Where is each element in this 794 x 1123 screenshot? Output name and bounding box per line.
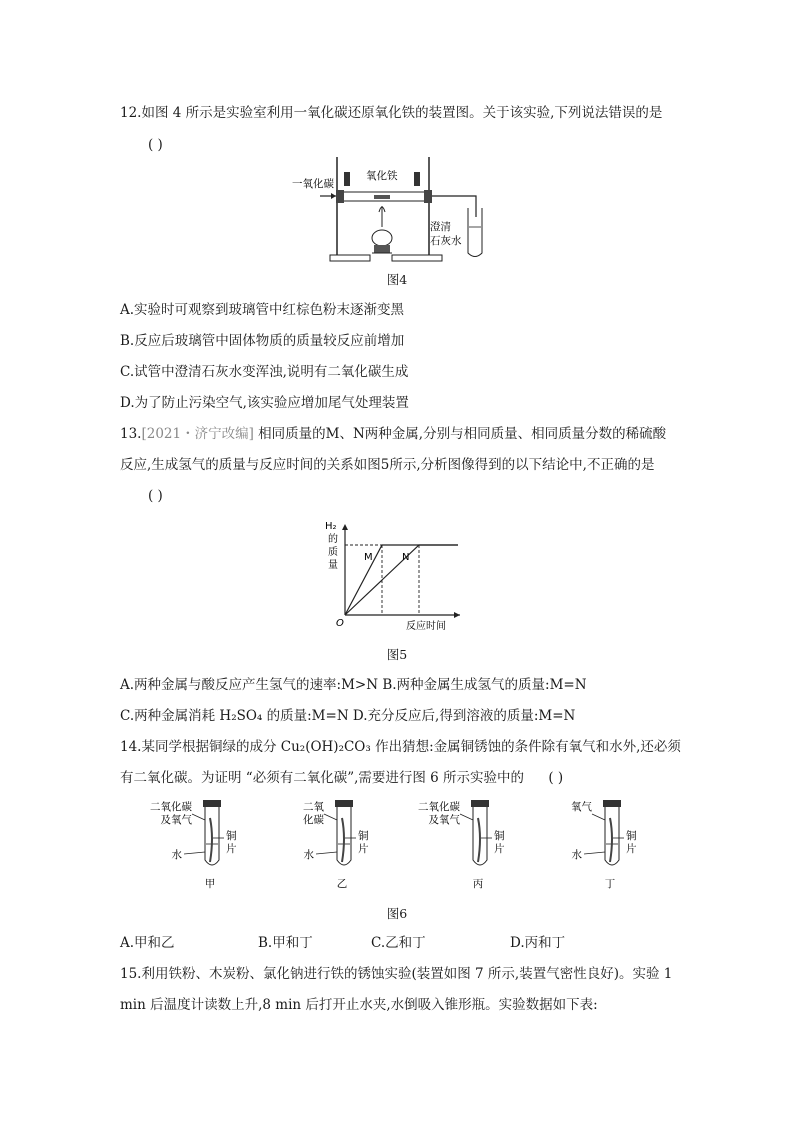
q15-stem-1: 15.利用铁粉、木炭粉、氯化钠进行铁的锈蚀实验(装置如图 7 所示,装置气密性良好)。实验 1	[120, 966, 673, 982]
series-n-label: N	[402, 552, 410, 563]
gas-label-1: 二氧	[303, 801, 324, 813]
tube-stopper	[335, 800, 353, 807]
q14-answer-blank: ( )	[548, 770, 564, 786]
tube-stopper	[203, 800, 221, 807]
figure-5-chart	[318, 516, 468, 632]
gas-pointer	[592, 814, 605, 820]
q12-stem: 12.如图 4 所示是实验室利用一氧化碳还原氧化铁的装置图。关于该实验,下列说法错误的是	[120, 105, 663, 121]
q12-apparatus-figure	[292, 152, 512, 267]
iron-oxide-label: 氧化铁	[366, 170, 398, 182]
gas-pointer	[324, 814, 337, 820]
q13-number: 13.	[120, 426, 142, 442]
q13-answer-blank: ( )	[148, 488, 163, 504]
q13-options-row-2: C.两种金属消耗 H₂SO₄ 的质量:M=N D.充分反应后,得到溶液的质量:M=N	[120, 708, 576, 724]
water-pointer	[584, 852, 605, 854]
origin-label: O	[336, 618, 344, 629]
test-tube-4	[550, 798, 660, 896]
q13-stem-1: 相同质量的M、N两种金属,分别与相同质量、相同质量分数的稀硫酸	[258, 426, 667, 442]
gas-pointer	[192, 814, 205, 820]
co-label: 一氧化碳	[292, 178, 334, 190]
water-label: 水	[171, 849, 182, 861]
copper-label-2: 片	[626, 843, 637, 855]
q12-option-c: C.试管中澄清石灰水变浑浊,说明有二氧化碳生成	[120, 364, 409, 380]
y-axis-label-1: H₂	[325, 521, 337, 532]
y-axis-label-3: 质	[328, 547, 338, 558]
limewater-label-2: 石灰水	[430, 235, 462, 247]
copper-strip	[210, 818, 212, 862]
limewater-label-1: 澄清	[430, 221, 451, 233]
gas-pointer	[460, 814, 473, 820]
water-pointer	[316, 852, 337, 854]
q14-stem-2-row	[120, 768, 563, 788]
test-tube-1	[150, 798, 260, 896]
q14-option-a: A.甲和乙	[120, 935, 175, 951]
figure-6-test-tubes	[150, 798, 650, 896]
gas-label-1: 二氧化碳	[418, 801, 460, 813]
tube-name: 丙	[472, 878, 484, 890]
gas-label-1: 氧气	[571, 801, 592, 813]
water-label: 水	[571, 849, 582, 861]
tube-name: 甲	[204, 878, 216, 890]
test-tube-2	[282, 798, 392, 896]
q13-stem-2: 反应,生成氢气的质量与反应时间的关系如图5所示,分析图像得到的以下结论中,不正确的是	[120, 457, 655, 473]
copper-label-1: 铜	[226, 830, 237, 842]
q12-option-a: A.实验时可观察到玻璃管中红棕色粉末逐渐变黑	[120, 302, 405, 318]
q13-options-row-1: A.两种金属与酸反应产生氢气的速率:M>N B.两种金属生成氢气的质量:M=N	[120, 677, 587, 693]
figure-6-caption: 图6	[386, 906, 408, 921]
gas-label-2: 及氧气	[160, 814, 192, 826]
tube-stopper	[471, 800, 489, 807]
copper-strip	[478, 818, 480, 862]
x-axis-arrow	[454, 612, 460, 618]
y-axis-label-2: 的	[328, 534, 338, 545]
q14-option-c: C.乙和丁	[371, 935, 426, 951]
q12-option-d: D.为了防止污染空气,该实验应增加尾气处理装置	[120, 395, 409, 411]
tube-name: 丁	[604, 878, 616, 890]
test-tube-3	[418, 798, 528, 896]
tube-stopper	[603, 800, 621, 807]
copper-strip	[342, 818, 344, 862]
q15-stem-2: min 后温度计读数上升,8 min 后打开止水夹,水倒吸入锥形瓶。实验数据如下表:	[120, 997, 598, 1013]
q14-option-b: B.甲和丁	[258, 935, 313, 951]
tube-name: 乙	[336, 878, 348, 890]
figure-4-caption: 图4	[386, 272, 408, 287]
gas-label-2: 化碳	[303, 814, 324, 826]
q14-stem-2: 有二氧化碳。为证明 “必须有二氧化碳”,需要进行图 6 所示实验中的	[120, 770, 525, 786]
copper-strip	[610, 818, 612, 862]
figure-5-caption: 图5	[386, 647, 408, 662]
q12-answer-blank: ( )	[148, 137, 163, 153]
q13-stem-line-1	[120, 424, 666, 444]
q13-source: [2021・济宁改编]	[141, 426, 254, 442]
q12-option-b: B.反应后玻璃管中固体物质的质量较反应前增加	[120, 333, 405, 349]
copper-label-1: 铜	[358, 830, 369, 842]
copper-label-2: 片	[494, 843, 505, 855]
q14-stem-1: 14.某同学根据铜绿的成分 Cu₂(OH)₂CO₃ 作出猜想:金属铜锈蚀的条件除有氧气和水外,还必须	[120, 739, 681, 755]
copper-label-1: 铜	[494, 830, 505, 842]
series-m-label: M	[364, 552, 373, 563]
copper-label-1: 铜	[626, 830, 637, 842]
gas-label-1: 二氧化碳	[150, 801, 192, 813]
copper-label-2: 片	[358, 843, 369, 855]
q14-option-d: D.丙和丁	[510, 935, 566, 951]
water-pointer	[184, 852, 205, 854]
y-axis-arrow	[342, 524, 348, 530]
x-axis-label: 反应时间	[406, 621, 446, 632]
copper-label-2: 片	[226, 843, 237, 855]
water-label: 水	[303, 849, 314, 861]
y-axis-label-4: 量	[328, 560, 338, 571]
gas-label-2: 及氧气	[428, 814, 460, 826]
